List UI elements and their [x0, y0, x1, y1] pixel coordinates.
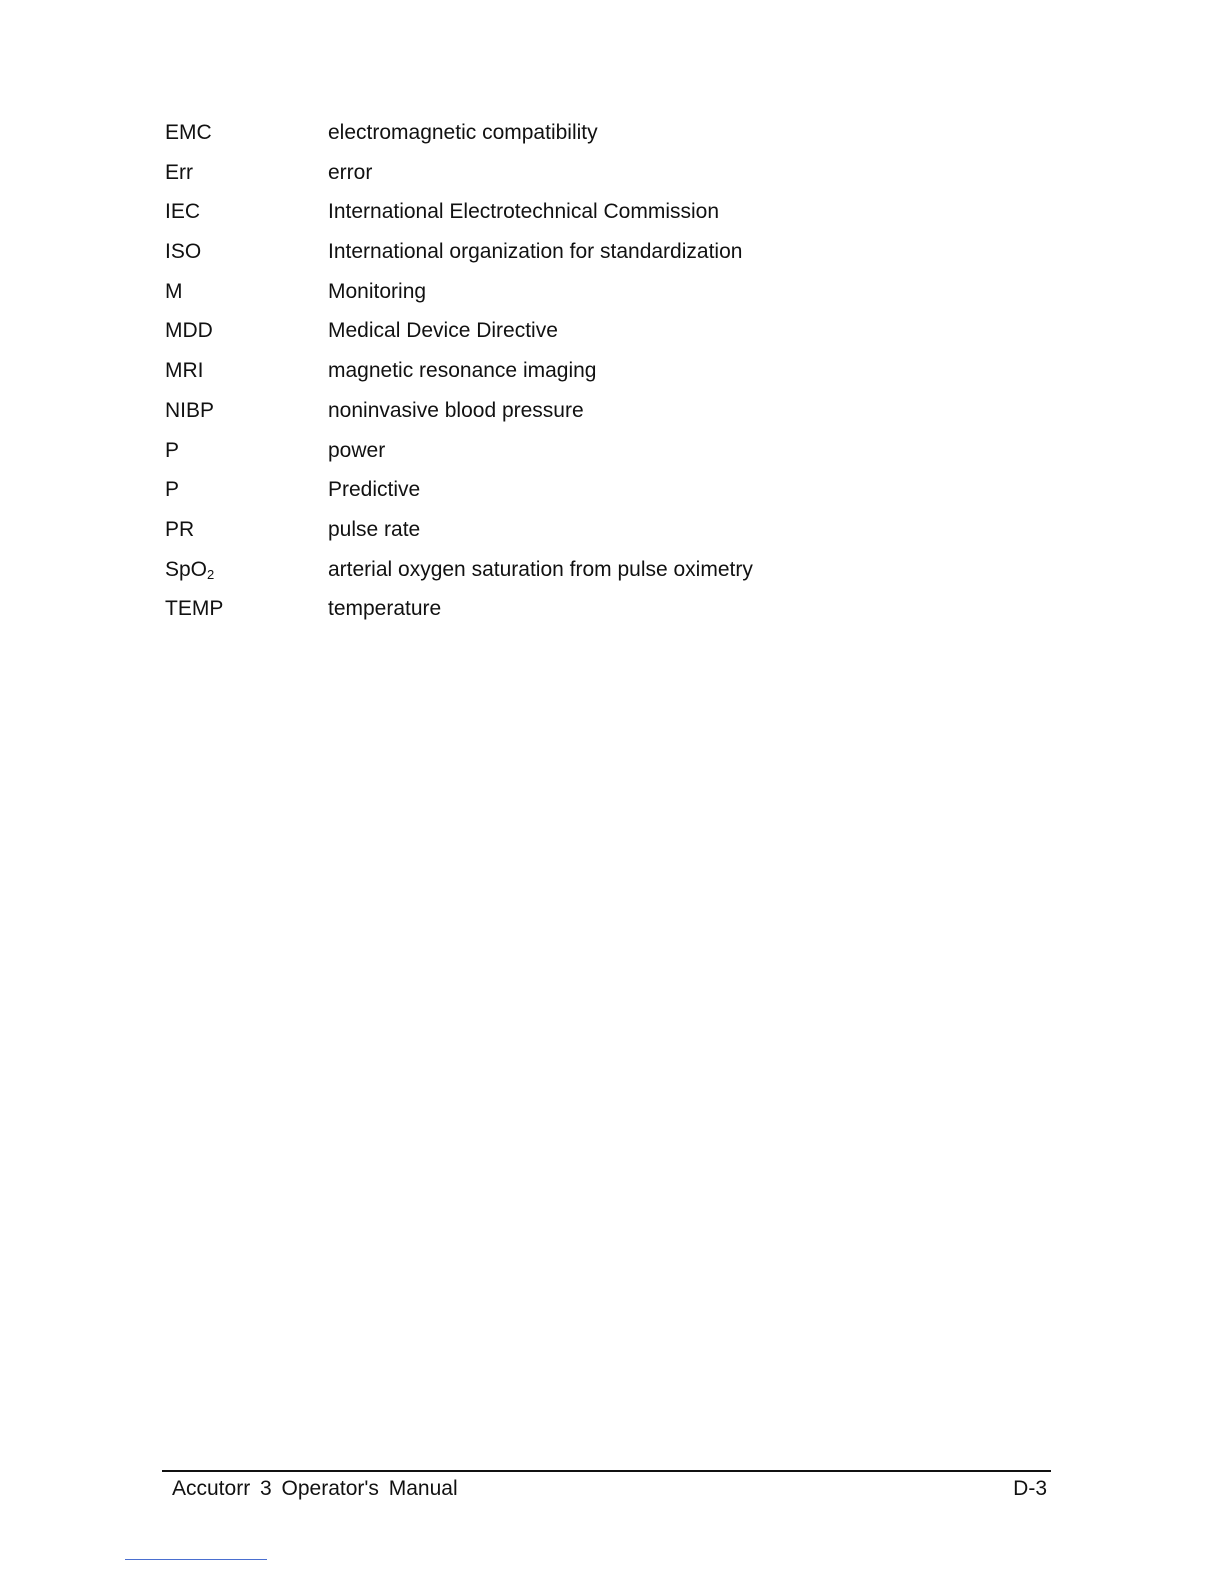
abbreviation-term: EMC [165, 121, 212, 144]
abbreviation-row [165, 116, 925, 156]
abbreviation-definition: International Electrotechnical Commission [328, 200, 720, 224]
abbreviation-row [165, 354, 925, 394]
footer-manual-title: Accutorr 3 Operator's Manual [172, 1477, 458, 1500]
abbreviation-row [165, 314, 925, 354]
abbreviation-term: NIBP [165, 398, 215, 422]
abbreviation-term: P [165, 478, 180, 502]
abbreviation-row [165, 592, 925, 632]
abbreviation-definition: temperature [328, 597, 442, 621]
abbreviation-definition: Predictive [328, 478, 421, 502]
abbreviation-term: MRI [165, 359, 204, 383]
abbreviation-row [165, 195, 925, 235]
footnote-divider [125, 1559, 267, 1560]
abbreviation-term-subscript: 2 [207, 566, 215, 582]
abbreviation-row [165, 394, 925, 434]
abbreviation-term: MDD [165, 319, 213, 343]
abbreviation-definition: pulse rate [328, 517, 421, 541]
abbreviation-term-spo2 [165, 553, 328, 587]
abbreviation-row [165, 553, 925, 593]
footer-divider [162, 1470, 1051, 1472]
abbreviation-row [165, 513, 925, 553]
abbreviation-term: PR [165, 517, 195, 541]
abbreviation-definition: Medical Device Directive [328, 319, 558, 343]
abbreviation-definition: arterial oxygen saturation from pulse oximetry [328, 557, 753, 581]
abbreviation-definition: International organization for standardization [328, 240, 743, 264]
abbreviation-definition: power [328, 438, 386, 462]
abbreviation-term-base: SpO [165, 557, 208, 581]
abbreviation-term: P [165, 438, 180, 462]
abbreviation-definition: noninvasive blood pressure [328, 398, 584, 422]
abbreviation-term: Err [165, 160, 193, 184]
footer-page-number: D-3 [1013, 1477, 1047, 1500]
abbreviation-term: IEC [165, 200, 201, 224]
abbreviation-term: ISO [165, 240, 202, 264]
abbreviation-term: TEMP [165, 597, 224, 621]
abbreviation-row [165, 473, 925, 513]
abbreviation-row [165, 275, 925, 315]
abbreviation-row [165, 156, 925, 196]
abbreviation-definition: error [328, 160, 373, 184]
abbreviation-definition: magnetic resonance imaging [328, 359, 597, 383]
abbreviation-list [165, 116, 925, 632]
abbreviation-definition: electromagnetic compatibility [328, 121, 598, 144]
abbreviation-definition: Monitoring [328, 279, 427, 303]
abbreviation-term: M [165, 279, 183, 303]
abbreviation-row [165, 235, 925, 275]
abbreviation-row [165, 434, 925, 474]
